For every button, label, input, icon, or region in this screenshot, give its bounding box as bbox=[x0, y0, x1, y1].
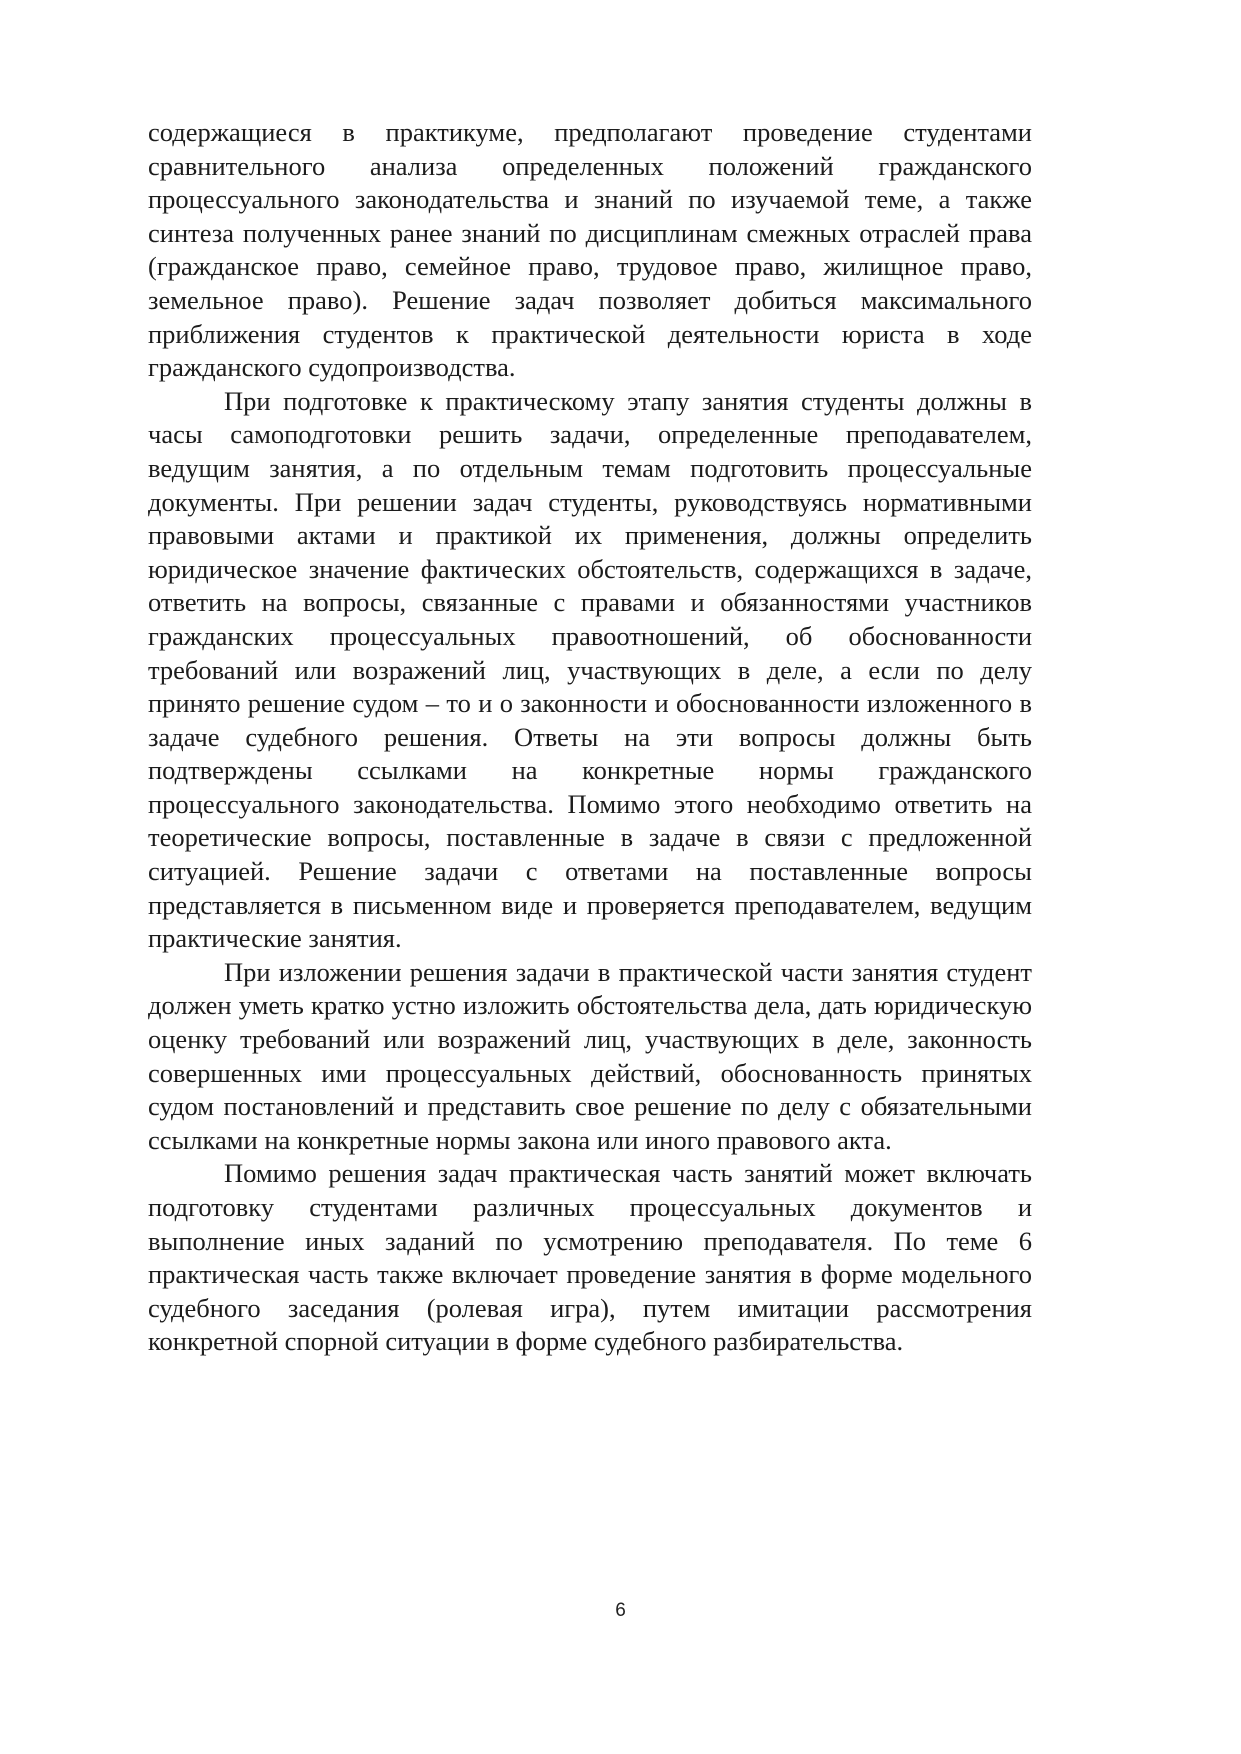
paragraph-preparation: При подготовке к практическому этапу занятия студенты должны в часы самоподготовки решить задачи, определенные преподавателем, ведущим занятия, а по отдельным темам подготовить процессуальные документы. При решении задач студенты, руководствуясь нормативными правовыми актами и практикой их применения, должны определить юридическое значение фактических обстоятельств, содержащихся в задаче, ответить на вопросы, связанные с правами и обязанностями участников гражданских процессуальных правоотношений, об обоснованности требований или возражений лиц, участвующих в деле, а если по делу принято решение судом – то и о законности и обоснованности изложенного в задаче судебного решения. Ответы на эти вопросы должны быть подтверждены ссылками на конкретные нормы гражданского процессуального законодательства. Помимо этого необходимо ответить на теоретические вопросы, поставленные в задаче в связи с предложенной ситуацией. Решение задачи с ответами на поставленные вопросы представляется в письменном виде и проверяется преподавателем, ведущим практические занятия. bbox=[148, 385, 1032, 954]
paragraph-additional-tasks: Помимо решения задач практическая часть занятий может включать подготовку студентами различных процессуальных документов и выполнение иных заданий по усмотрению преподавателя. По теме 6 практическая часть также включает проведение занятия в форме модельного судебного заседания (ролевая игра), путем имитации рассмотрения конкретной спорной ситуации в форме судебного разбирательства. bbox=[148, 1158, 1032, 1357]
body-text bbox=[148, 116, 1032, 1359]
paragraph-continuation: содержащиеся в практикуме, предполагают проведение студентами сравнительного анализа определенных положений гражданского процессуального законодательства и знаний по изучаемой теме, а также синтеза полученных ранее знаний по дисциплинам смежных отраслей права (гражданское право, семейное право, трудовое право, жилищное право, земельное право). Решение задач позволяет добиться максимального приближения студентов к практической деятельности юриста в ходе гражданского судопроизводства. bbox=[148, 117, 1032, 383]
page-number: 6 bbox=[615, 1600, 626, 1621]
paragraph-presentation: При изложении решения задачи в практической части занятия студент должен уметь кратко устно изложить обстоятельства дела, дать юридическую оценку требований или возражений лиц, участвующих в деле, законность совершенных ими процессуальных действий, обоснованность принятых судом постановлений и представить свое решение по делу с обязательными ссылками на конкретные нормы закона или иного правового акта. bbox=[148, 956, 1032, 1155]
